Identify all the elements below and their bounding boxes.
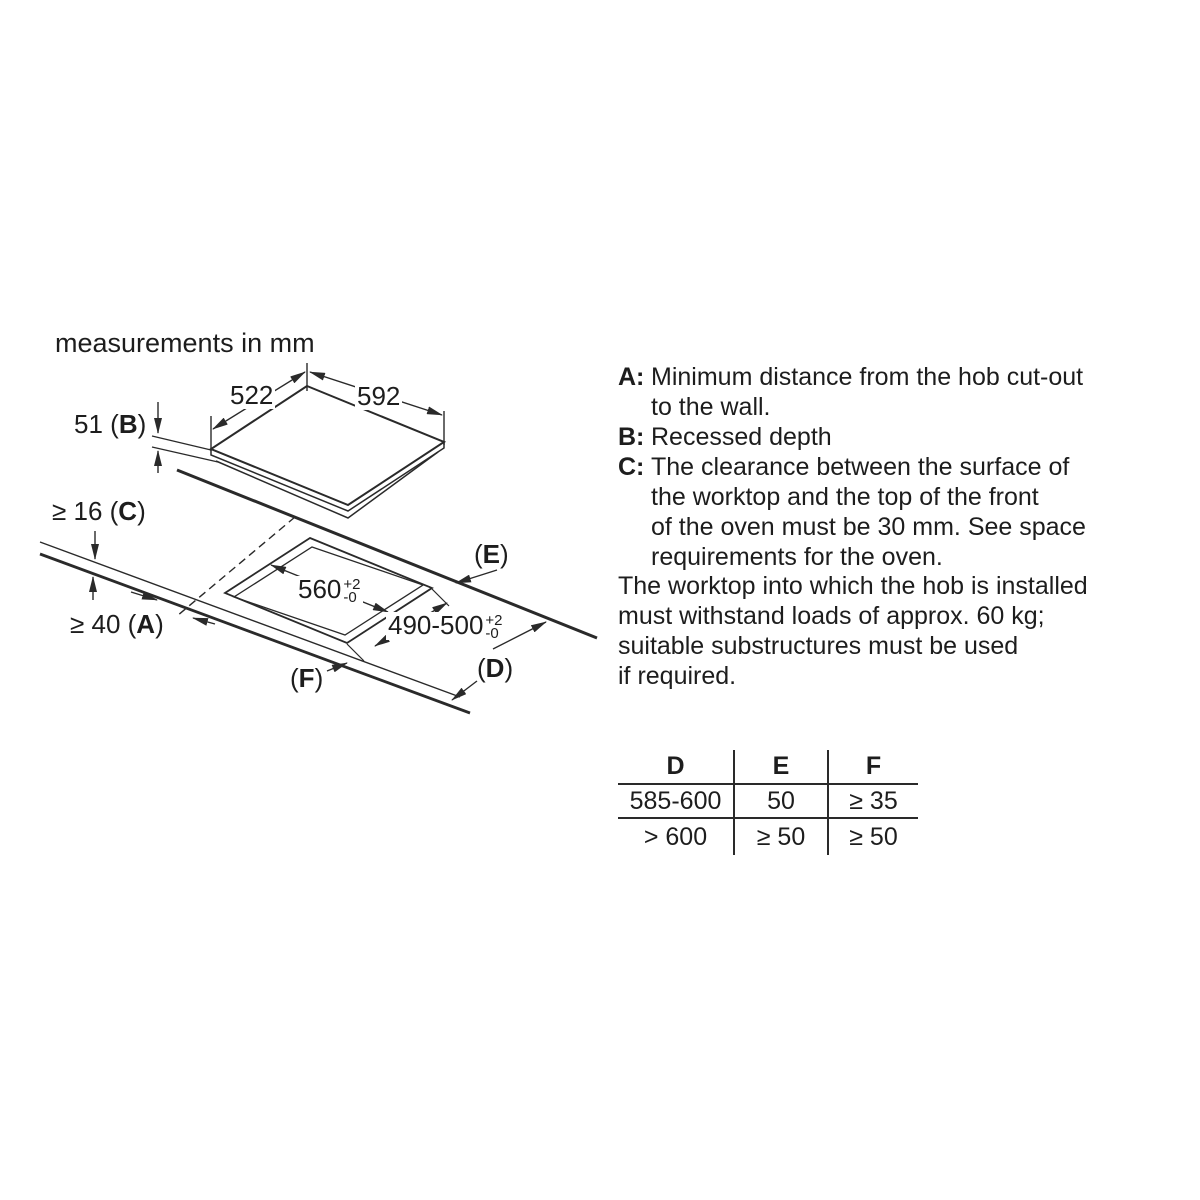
table-cell: 585-600 — [618, 785, 733, 819]
table-row — [618, 785, 918, 819]
clearance-c-label: ≥ 16 (C) — [52, 496, 146, 526]
label-d: (D) — [477, 653, 514, 683]
recess-depth-label: 51 (B) — [74, 409, 147, 439]
dim-522-label: 522 — [230, 380, 274, 410]
legend-line: B: Recessed depth — [618, 423, 832, 451]
legend-line: requirements for the oven. — [651, 543, 943, 571]
legend-line: C: The clearance between the surface of — [618, 453, 1070, 481]
dim-592-label: 592 — [357, 381, 401, 411]
table-cell: ≥ 35 — [827, 785, 918, 819]
spec-table — [618, 750, 918, 855]
wall-distance-a-label: ≥ 40 (A) — [70, 609, 164, 639]
label-e: (E) — [474, 539, 509, 569]
table-header-cell: F — [827, 750, 918, 785]
table-cell: ≥ 50 — [827, 819, 918, 855]
legend-line: A: Minimum distance from the hob cut-out — [618, 363, 1084, 391]
legend-line: of the oven must be 30 mm. See space — [651, 513, 1086, 541]
table-cell: ≥ 50 — [733, 819, 827, 855]
legend — [618, 362, 1086, 572]
table-header-cell: E — [733, 750, 827, 785]
table-header-cell: D — [618, 750, 733, 785]
load-note: The worktop into which the hob is installed must withstand loads of approx. 60 kg; suitable substructures must be used if required. — [618, 572, 1088, 690]
label-f: (F) — [290, 663, 324, 693]
legend-line: the worktop and the top of the front — [651, 483, 1039, 511]
table-row — [618, 819, 918, 855]
table-cell: > 600 — [643, 822, 708, 851]
cutout-width-label: 560 +2 -0 — [298, 574, 361, 606]
cutout-depth-label: 490-500 +2 -0 — [388, 610, 503, 642]
table-header-row — [618, 750, 918, 785]
units-note: measurements in mm — [55, 328, 315, 358]
table-cell: 50 — [733, 785, 827, 819]
legend-line: to the wall. — [651, 393, 771, 421]
